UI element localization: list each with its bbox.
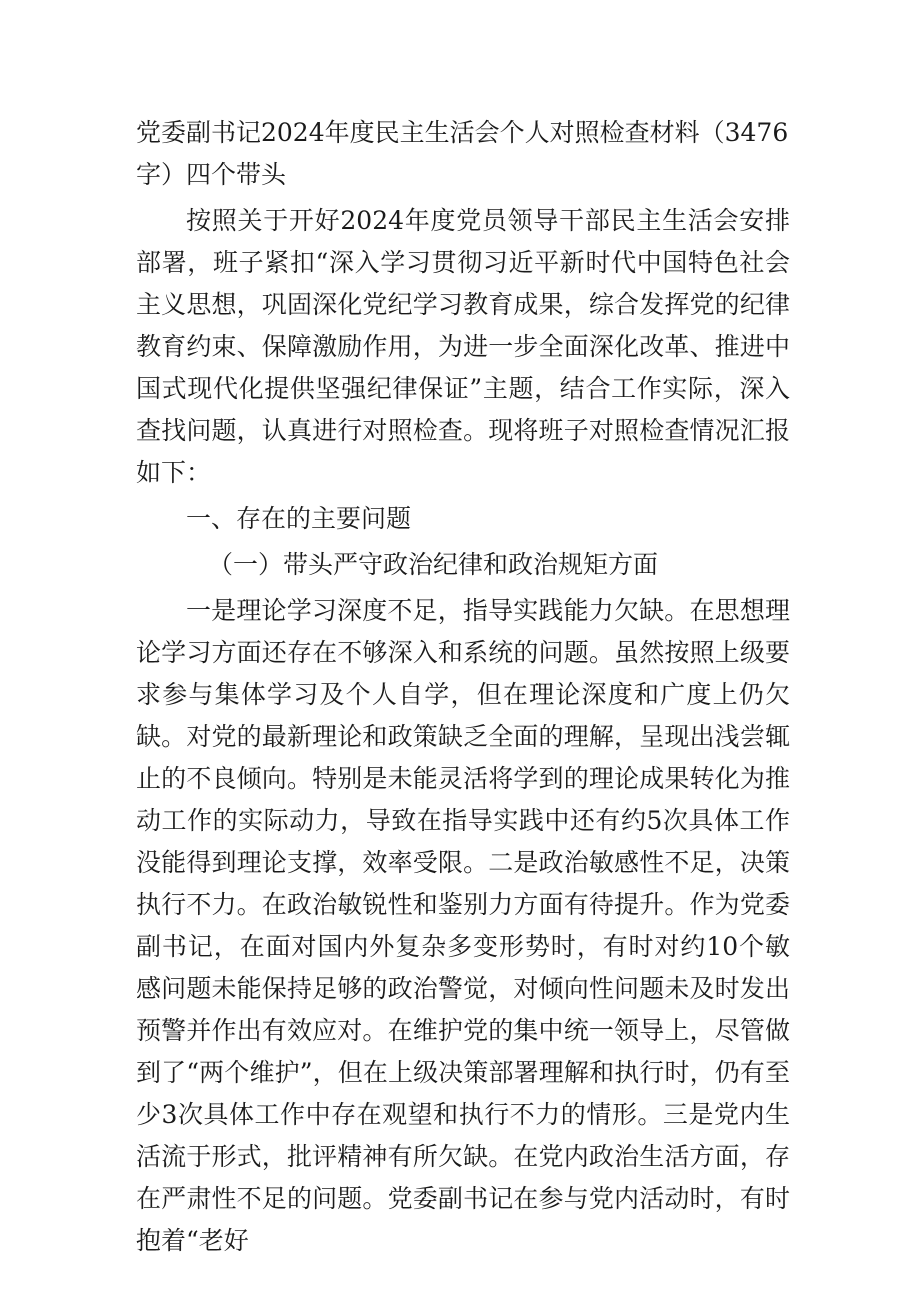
section-heading: 一、存在的主要问题 [186, 504, 412, 533]
body-paragraph: 一是理论学习深度不足，指导实践能力欠缺。在思想理论学习方面还存在不够深入和系统的问题。虽然按照上级要求参与集体学习及个人自学，但在理论深度和广度上仍欠缺。对党的最新理论和政策缺乏全面的理解，呈现出浅尝辄止的不良倾向。特别是未能灵活将学到的理论成果转化为推动工作的实际动力，导致在指导实践中还有约5次具体工作没能得到理论支撑，效率受限。二是政治敏感性不足，决策执行不力。在政治敏锐性和鉴别力方面有待提升。作为党委副书记，在面对国内外复杂多变形势时，有时对约10个敏感问题未能保持足够的政治警觉，对倾向性问题未及时发出预警并作出有效应对。在维护党的集中统一领导上，尽管做到了“两个维护”，但在上级决策部署理解和执行时，仍有至少3次具体工作中存在观望和执行不力的情形。三是党内生活流于形式，批评精神有所欠缺。在党内政治生活方面，存在严肃性不足的问题。党委副书记在参与党内活动时，有时抱着“老好 [136, 596, 790, 1255]
subsection-heading: （一）带头严守政治纪律和政治规矩方面 [208, 550, 659, 579]
document-title: 党委副书记2024年度民主生活会个人对照检查材料（3476字）四个带头 [136, 118, 789, 189]
intro-paragraph: 按照关于开好2024年度党员领导干部民主生活会安排部署，班子紧扣“深入学习贯彻习近平新时代中国特色社会主义思想，巩固深化党纪学习教育成果，综合发挥党的纪律教育约束、保障激励作用，为进一步全面深化改革、推进中国式现代化提供坚强纪律保证”主题，结合工作实际，深入查找问题，认真进行对照检查。现将班子对照检查情况汇报如下： [136, 206, 790, 487]
document-page [136, 112, 790, 1262]
